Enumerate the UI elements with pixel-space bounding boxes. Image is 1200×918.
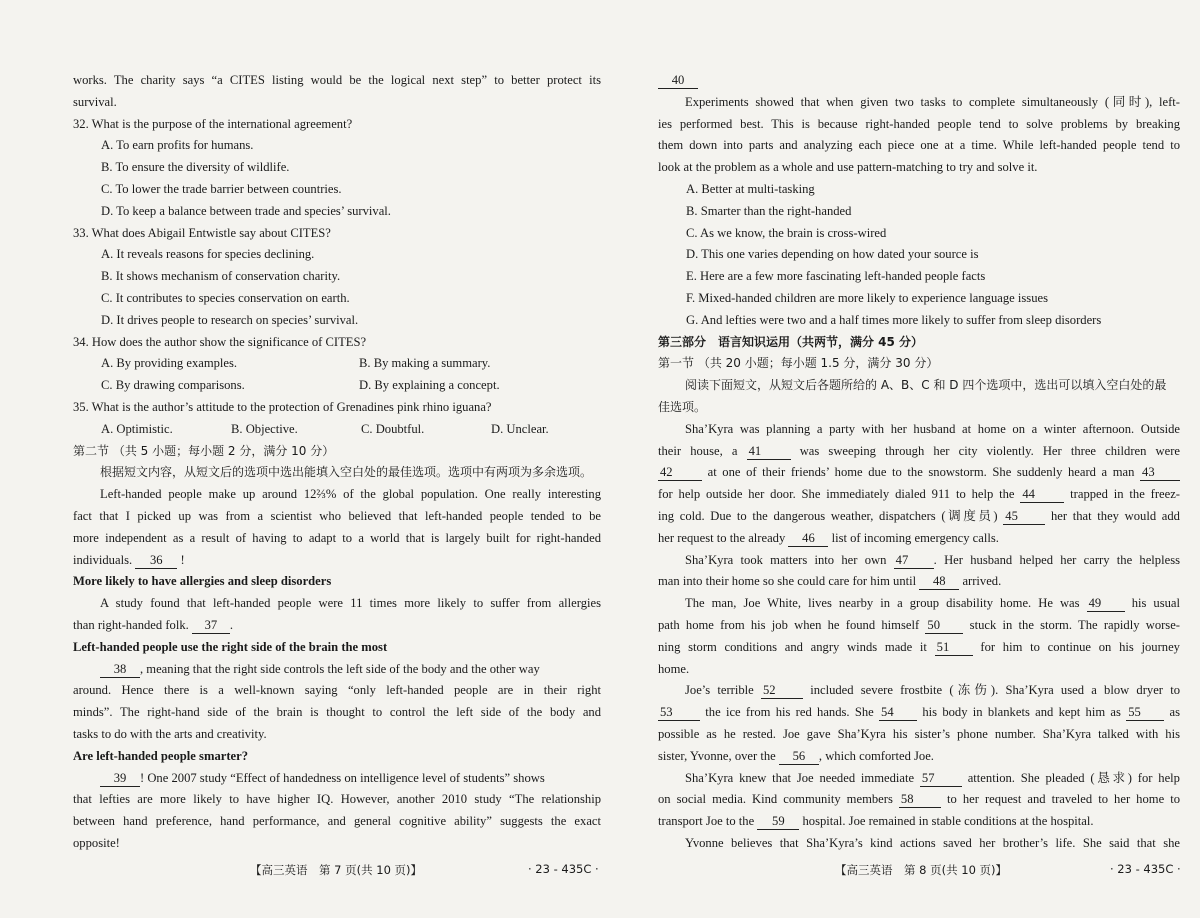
- text-fragment: transport Joe to the: [658, 814, 755, 829]
- blank-49: 49: [1087, 596, 1125, 612]
- text-line: around. Hence there is a well-known saying “only left-handed people are in their right: [73, 683, 601, 698]
- question-34-option-a: A. By providing examples.: [101, 356, 238, 371]
- text-line: A study found that left-handed people were 11 times more likely to suffer from allergies: [100, 596, 601, 611]
- text-fragment: list of incoming emergency calls.: [831, 530, 999, 545]
- text-fragment: on social media. Kind community members: [658, 792, 893, 807]
- page-footer-title: 【高三英语 第 8 页(共 10 页)】: [835, 863, 1008, 877]
- question-32-option-b: B. To ensure the diversity of wildlife.: [101, 160, 290, 175]
- text-line: Yvonne believes that Sha’Kyra’s kind actions saved her brother’s life. She said that she: [685, 835, 1180, 850]
- text-line: minds”. The right-hand side of the brain is thought to control the left side of the body and: [73, 705, 601, 720]
- text-fragment: . Her husband helped her carry the helpless: [933, 552, 1180, 567]
- blank-39: 39: [100, 771, 140, 787]
- text-line: [73, 768, 601, 790]
- text-line: [658, 484, 1180, 506]
- question-34-stem: 34. How does the author show the significance of CITES?: [73, 334, 367, 349]
- blank-42: 42: [658, 465, 702, 481]
- question-34-option-c: C. By drawing comparisons.: [101, 378, 245, 393]
- text-fragment: than right-handed folk.: [73, 617, 189, 632]
- section-heading: 第二节 （共 5 小题；每小题 2 分，满分 10 分）: [73, 443, 335, 458]
- option-g: G. And lefties were two and a half times more likely to suffer from sleep disorders: [686, 312, 1102, 327]
- text-fragment: included severe frostbite (冻伤). Sha’Kyra used a blow dryer to: [810, 683, 1180, 698]
- text-line: [658, 768, 1180, 790]
- text-fragment: arrived.: [962, 574, 1002, 589]
- text-fragment: ing cold. Due to the dangerous weather, dispatchers (调度员): [658, 508, 998, 523]
- text-line: [658, 571, 1180, 593]
- text-line: more independent as a result of having to adapt to a world that is largely built for right-handed: [73, 530, 601, 545]
- text-line: survival.: [73, 94, 117, 109]
- text-line: [658, 550, 1180, 572]
- text-line: opposite!: [73, 835, 120, 850]
- question-33-option-b: B. It shows mechanism of conservation charity.: [101, 269, 341, 284]
- text-line: [658, 441, 1180, 463]
- question-34-option-d: D. By explaining a concept.: [359, 378, 500, 393]
- blank-59: 59: [757, 814, 799, 830]
- text-fragment: stuck in the storm. The rapidly worse-: [969, 617, 1180, 632]
- option-d: D. This one varies depending on how dated your source is: [686, 247, 979, 262]
- text-line: ies performed best. This is because right-handed people tend to solve problems by breaking: [658, 116, 1180, 131]
- left-page: [73, 70, 601, 855]
- text-fragment: ning storm conditions and angry winds made it: [658, 639, 927, 654]
- option-f: F. Mixed-handed children are more likely to experience language issues: [686, 290, 1048, 305]
- section-instructions: 阅读下面短文，从短文后各题所给的 A、B、C 和 D 四个选项中，选出可以填入空白处的最: [685, 378, 1167, 393]
- question-35-stem: 35. What is the author’s attitude to the protection of Grenadines pink rhino iguana?: [73, 399, 492, 414]
- text-line: [658, 680, 1180, 702]
- text-line: that lefties are more likely to have higher IQ. However, another 2010 study “The relationship: [73, 792, 601, 807]
- text-fragment: !: [180, 552, 185, 567]
- text-line: Sha’Kyra was planning a party with her husband at home on a winter afternoon. Outside: [685, 421, 1180, 436]
- blank-40: 40: [658, 73, 698, 89]
- text-fragment: her that they would add: [1050, 508, 1180, 523]
- text-fragment: for help outside her door. She immediately dialed 911 to help the: [658, 487, 1015, 502]
- text-fragment: Joe’s terrible: [685, 683, 754, 698]
- text-line: between hand preference, hand performance, and general cognitive ability” suggests the exact: [73, 814, 601, 829]
- section-instructions: 根据短文内容，从短文后的选项中选出能填入空白处的最佳选项。选项中有两项为多余选项。: [100, 465, 593, 480]
- blank-43: 43: [1140, 465, 1180, 481]
- blank-37: 37: [192, 618, 230, 634]
- option-a: A. Better at multi-tasking: [686, 181, 815, 196]
- question-34-options-row: [73, 375, 601, 397]
- text-fragment: Sha’Kyra took matters into her own: [685, 552, 887, 567]
- text-fragment: sister, Yvonne, over the: [658, 748, 776, 763]
- text-line: Left-handed people make up around 12⅔% of the global population. One really interesting: [100, 487, 601, 502]
- question-33-option-a: A. It reveals reasons for species declining.: [101, 247, 315, 262]
- section-instructions: 佳选项。: [658, 399, 707, 414]
- blank-58: 58: [899, 792, 941, 808]
- text-fragment: ! One 2007 study “Effect of handedness on intelligence level of students” shows: [140, 770, 545, 785]
- text-fragment: attention. She pleaded (恳求) for help: [967, 770, 1180, 785]
- question-35-options-row: [73, 419, 601, 441]
- option-e: E. Here are a few more fascinating left-handed people facts: [686, 269, 986, 284]
- blank-41: 41: [747, 444, 791, 460]
- text-line: [658, 811, 1180, 833]
- page-footer-title: 【高三英语 第 7 页(共 10 页)】: [250, 863, 423, 877]
- text-fragment: , meaning that the right side controls the left side of the body and the other way: [140, 661, 540, 676]
- text-fragment: as: [1169, 705, 1180, 720]
- blank-50: 50: [925, 618, 963, 634]
- text-line: [658, 593, 1180, 615]
- blank-38: 38: [100, 662, 140, 678]
- blank-44: 44: [1020, 487, 1064, 503]
- text-fragment: the ice from his red hands. She: [705, 705, 874, 720]
- blank-45: 45: [1003, 509, 1045, 525]
- option-c: C. As we know, the brain is cross-wired: [686, 225, 887, 240]
- question-34-options-row: [73, 353, 601, 375]
- text-fragment: her request to the already: [658, 530, 786, 545]
- option-b: B. Smarter than the right-handed: [686, 203, 852, 218]
- blank-36: 36: [135, 553, 177, 569]
- text-fragment: individuals.: [73, 552, 133, 567]
- blank-54: 54: [879, 705, 917, 721]
- text-line: [658, 70, 1180, 92]
- text-line: [658, 702, 1180, 724]
- text-fragment: path home from his job when he found himself: [658, 617, 920, 632]
- question-33-option-c: C. It contributes to species conservation on earth.: [101, 290, 350, 305]
- text-line: works. The charity says “a CITES listing would be the logical next step” to better protect its: [73, 73, 601, 87]
- page-footer-code: · 23 - 435C ·: [1110, 862, 1181, 876]
- text-line: tasks to do with the arts and creativity.: [73, 726, 267, 741]
- question-35-option-d: D. Unclear.: [491, 421, 549, 436]
- question-35-option-b: B. Objective.: [231, 421, 298, 436]
- blank-51: 51: [935, 640, 973, 656]
- text-fragment: .: [229, 617, 234, 632]
- right-page: [658, 70, 1180, 855]
- text-line: look at the problem as a whole and use pattern-matching to try and solve it.: [658, 160, 1038, 175]
- blank-46: 46: [788, 531, 828, 547]
- blank-53: 53: [658, 705, 700, 721]
- blank-57: 57: [920, 771, 962, 787]
- text-line: fact that I picked up was from a scientist who believed that left-handed people tended to be: [73, 508, 601, 523]
- text-line: [73, 615, 601, 637]
- question-32-option-d: D. To keep a balance between trade and species’ survival.: [101, 203, 391, 218]
- text-line: home.: [658, 661, 690, 676]
- text-fragment: The man, Joe White, lives nearby in a group disability home. He was: [685, 596, 1080, 611]
- text-fragment: his body in blankets and kept him as: [922, 705, 1121, 720]
- subheading: Left-handed people use the right side of the brain the most: [73, 639, 388, 654]
- text-fragment: was sweeping through her city violently. Her three children were: [799, 443, 1180, 458]
- text-fragment: Sha’Kyra knew that Joe needed immediate: [685, 770, 915, 785]
- text-fragment: to her request and traveled to her home to: [946, 792, 1180, 807]
- question-33-option-d: D. It drives people to research on species’ survival.: [101, 312, 359, 327]
- part-heading: 第三部分 语言知识运用（共两节，满分 45 分）: [658, 334, 924, 349]
- text-fragment: their house, a: [658, 443, 738, 458]
- subheading: Are left-handed people smarter?: [73, 748, 248, 763]
- text-line: [73, 550, 601, 572]
- blank-56: 56: [779, 749, 819, 765]
- question-35-option-a: A. Optimistic.: [101, 421, 173, 436]
- text-fragment: hospital. Joe remained in stable conditions at the hospital.: [802, 814, 1094, 829]
- question-32-stem: 32. What is the purpose of the international agreement?: [73, 116, 353, 131]
- text-fragment: trapped in the freez-: [1070, 487, 1180, 502]
- text-line: [658, 789, 1180, 811]
- section-heading: 第一节 （共 20 小题；每小题 1.5 分，满分 30 分）: [658, 356, 939, 371]
- text-line: [658, 746, 1180, 768]
- text-fragment: for him to continue on his journey: [980, 639, 1180, 654]
- blank-55: 55: [1126, 705, 1164, 721]
- blank-47: 47: [894, 553, 934, 569]
- text-line: [658, 637, 1180, 659]
- text-line: [658, 462, 1180, 484]
- question-35-option-c: C. Doubtful.: [361, 421, 425, 436]
- text-fragment: his usual: [1131, 596, 1180, 611]
- text-line: them down into parts and analyzing each piece one at a time. While left-handed people tend to: [658, 138, 1180, 153]
- text-line: possible as he rested. Joe gave Sha’Kyra his sister’s phone number. Sha’Kyra talked with his: [658, 726, 1180, 741]
- text-fragment: , which comforted Joe.: [818, 748, 934, 763]
- question-32-option-a: A. To earn profits for humans.: [101, 138, 254, 153]
- text-line: [658, 615, 1180, 637]
- page-footer-code: · 23 - 435C ·: [528, 862, 599, 876]
- text-fragment: man into their home so she could care for him until: [658, 574, 917, 589]
- question-34-option-b: B. By making a summary.: [359, 356, 491, 371]
- text-line: [658, 528, 1180, 550]
- text-line: Experiments showed that when given two tasks to complete simultaneously (同时), left-: [685, 94, 1180, 109]
- question-33-stem: 33. What does Abigail Entwistle say about CITES?: [73, 225, 331, 240]
- question-32-option-c: C. To lower the trade barrier between countries.: [101, 181, 342, 196]
- text-line: [73, 659, 601, 681]
- text-fragment: at one of their friends’ home due to the snowstorm. She suddenly heard a man: [707, 465, 1135, 480]
- subheading: More likely to have allergies and sleep disorders: [73, 574, 332, 589]
- text-line: [658, 506, 1180, 528]
- blank-52: 52: [761, 683, 803, 699]
- blank-48: 48: [919, 574, 959, 590]
